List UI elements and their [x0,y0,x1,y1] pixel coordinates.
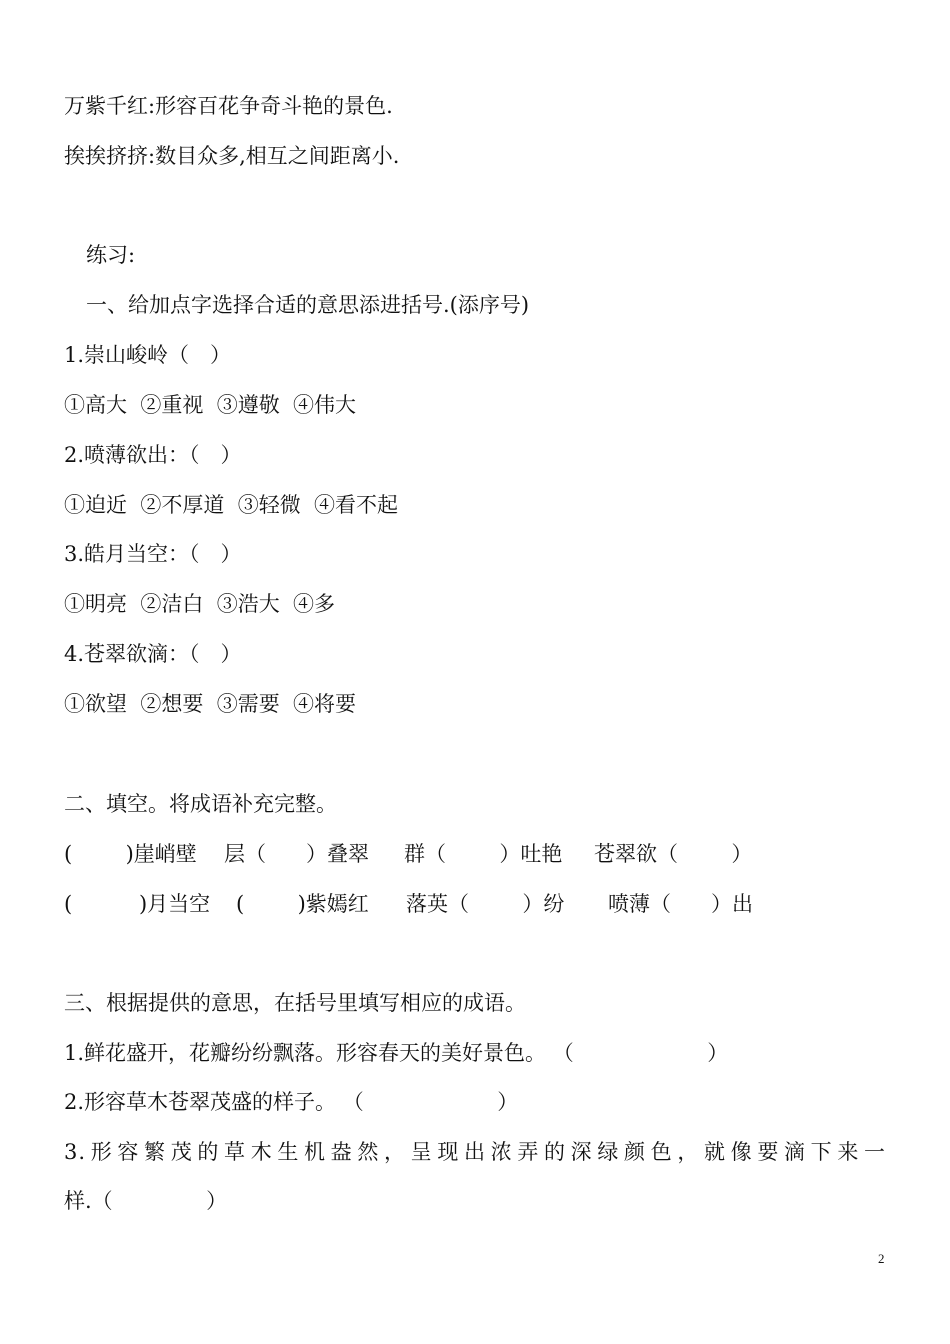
idiom-blank: ( )崖峭壁 [64,842,197,866]
part2-title: 二、填空。将成语补充完整。 [64,792,337,816]
options: ①欲望 ②想要 ③需要 ④将要 [64,692,357,716]
idiom-row [64,840,886,868]
options: ①高大 ②重视 ③遵敬 ④伟大 [64,393,357,417]
question: 3.皓月当空：（ ） [64,542,242,566]
definition-line: 挨挨挤挤:数目众多,相互之间距离小. [64,144,400,168]
definition-line: 万紫千红:形容百花争奇斗艳的景色. [64,94,393,118]
question: 2.形容草木苍翠茂盛的样子。 （ ） [64,1090,519,1114]
idiom-blank: 群（ ）吐艳 [404,842,563,866]
exercise-heading: 练习: [86,243,136,267]
idiom-blank: 层（ ）叠翠 [224,842,370,866]
idiom-blank: 落英（ ）纷 [406,892,565,916]
question: 1.鲜花盛开，花瓣纷纷飘落。形容春天的美好景色。 （ ） [64,1041,729,1065]
question-continued: 样.（ ） [64,1189,228,1213]
idiom-blank: 苍翠欲（ ） [594,842,753,866]
part1-title: 一、给加点字选择合适的意思添进括号.(添序号) [86,293,530,317]
question: 2.喷薄欲出：（ ） [64,443,242,467]
idiom-row [64,890,886,918]
question: 3.形容繁茂的草木生机盎然，呈现出浓弄的深绿颜色，就像要滴下来一 [64,1140,886,1164]
options: ①明亮 ②洁白 ③浩大 ④多 [64,592,336,616]
idiom-blank: 喷薄（ ）出 [608,892,754,916]
options: ①迫近 ②不厚道 ③轻微 ④看不起 [64,493,399,517]
question: 4.苍翠欲滴：（ ） [64,642,242,666]
idiom-blank: ( )紫嫣红 [236,892,369,916]
idiom-blank: ( )月当空 [64,892,211,916]
page-number: 2 [878,1251,885,1266]
question: 1.崇山峻岭（ ） [64,343,232,367]
part3-title: 三、根据提供的意思，在括号里填写相应的成语。 [64,991,526,1015]
